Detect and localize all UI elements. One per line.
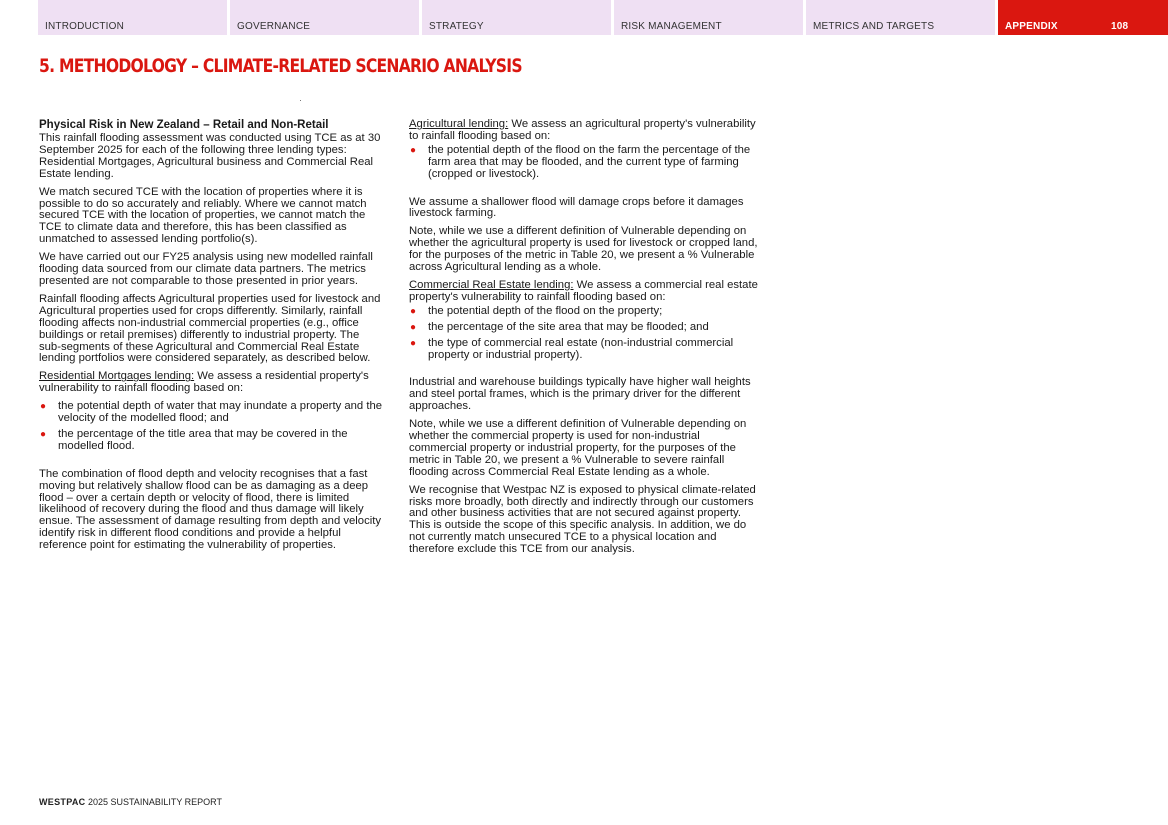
- bullet-icon: ●: [410, 305, 417, 317]
- commercial-intro: [409, 280, 759, 304]
- paragraph: Industrial and warehouse buildings typically have higher wall heights and steel portal frames, which is the primary driver for the different approaches.: [409, 376, 751, 413]
- tab-label: RISK MANAGEMENT: [621, 21, 722, 32]
- tab-appendix[interactable]: [998, 0, 1168, 35]
- bullet-icon: ●: [40, 401, 47, 413]
- list-item: ● the potential depth of the flood on the farm the percentage of the farm area that may be flooded, and the current type of farming (cropped or livestock).: [410, 143, 751, 180]
- paragraph: We match secured TCE with the location of properties where it is possible to do so accurately and reliably. Where we cannot match secured TCE with the location of properties, we cannot match the TCE to climate data and therefore, this has been classified as unmatched to assessed lending portfolio(s).: [39, 185, 367, 246]
- tab-label: METRICS AND TARGETS: [813, 21, 935, 32]
- commercial-label: Commercial Real Estate lending:: [409, 278, 574, 291]
- tab-label: STRATEGY: [429, 21, 484, 32]
- left-column: [39, 119, 384, 558]
- residential-bullets: [39, 401, 384, 453]
- paragraph: We have carried out our FY25 analysis using new modelled rainfall flooding data sourced from our climate data partners. The metrics presented are not comparable to those presented in prior years.: [39, 251, 373, 287]
- list-item: ● the percentage of the site area that may be flooded; and: [410, 320, 709, 333]
- tab-label: APPENDIX: [1005, 21, 1058, 32]
- tab-strategy[interactable]: [422, 0, 611, 35]
- section-heading: Physical Risk in New Zealand – Retail and Non-Retail: [39, 119, 329, 131]
- tab-metrics-and-targets[interactable]: [806, 0, 995, 35]
- residential-text: We assess a residential property's vulnerability to rainfall flooding based on:: [39, 370, 369, 395]
- bullet-icon: ●: [410, 321, 417, 333]
- tab-governance[interactable]: [230, 0, 419, 35]
- tab-label: GOVERNANCE: [237, 21, 311, 32]
- paragraph: This rainfall flooding assessment was conducted using TCE as at 30 September 2025 for each of the following three lending types: Residential Mortgages, Agricultural business and Commercial Real Estate lending.: [39, 132, 381, 180]
- tab-introduction[interactable]: [38, 0, 227, 35]
- section-nav: [0, 0, 1168, 35]
- residential-label: Residential Mortgages lending:: [39, 370, 195, 383]
- residential-intro: [39, 371, 384, 395]
- artifact-dot: [300, 100, 301, 101]
- paragraph: The combination of flood depth and velocity recognises that a fast moving but relatively shallow flood can be as damaging as a deep flood – over a certain depth or velocity of flood, there is limited likelihood of recovery during the flood and thus damage will likely ensue. The assessment of damage resulting from depth and velocity identify risk in different flood conditions and provide a helpful reference point for estimating the vulnerability of properties.: [39, 467, 382, 552]
- agricultural-text: We assess an agricultural property's vulnerability to rainfall flooding based on:: [409, 118, 756, 142]
- commercial-bullets: [409, 306, 759, 362]
- agricultural-label: Agricultural lending:: [409, 118, 509, 130]
- commercial-text: We assess a commercial real estate property's vulnerability to rainfall flooding based on:: [409, 278, 758, 303]
- bullet-icon: ●: [410, 144, 417, 156]
- list-item: ● the type of commercial real estate (non-industrial commercial property or industrial property).: [410, 336, 734, 361]
- list-item: ● the percentage of the title area that may be covered in the modelled flood.: [40, 427, 348, 452]
- paragraph: We recognise that Westpac NZ is exposed to physical climate-related risks more broadly, both directly and indirectly through our customers and other business activities that are not secured against property. This is outside the scope of this specific analysis. In addition, we do not currently match unsecured TCE to a physical location and therefore exclude this TCE from our analysis.: [409, 483, 756, 556]
- right-column: [409, 119, 759, 562]
- footer-brand: WESTPAC: [39, 797, 86, 807]
- paragraph: Note, while we use a different definition of Vulnerable depending on whether the commercial property is used for non-industrial commercial property or industrial property, for the purposes of the metric in Table 20, we present a % Vulnerable to severe rainfall flooding across Commercial Real Estate lending as a whole.: [409, 418, 747, 478]
- footer: [39, 797, 222, 807]
- paragraph: Note, while we use a different definition of Vulnerable depending on whether the agricultural property is used for livestock or cropped land, for the purposes of the metric in Table 20, we present a % Vulnerable across Agricultural lending as a whole.: [409, 225, 758, 274]
- agricultural-bullets: [409, 145, 759, 181]
- tab-label: INTRODUCTION: [45, 21, 125, 32]
- footer-report: 2025 SUSTAINABILITY REPORT: [87, 797, 223, 807]
- paragraph: Rainfall flooding affects Agricultural properties used for livestock and Agricultural properties used for crops differently. Similarly, rainfall flooding affects non-industrial commercial properties (e.g., office buildings or retail premises) differently to industrial property. The sub-segments of these Agricultural and Commercial Real Estate lending portfolios were considered separately, as described below.: [39, 292, 381, 365]
- agricultural-intro: [409, 119, 759, 143]
- list-item: ● the potential depth of the flood on the property;: [410, 304, 663, 317]
- bullet-icon: ●: [410, 337, 417, 349]
- list-item: ● the potential depth of water that may inundate a property and the velocity of the modelled flood; and: [40, 400, 383, 425]
- bullet-icon: ●: [40, 428, 47, 440]
- page-number: 108: [1111, 21, 1129, 32]
- page-title: 5. METHODOLOGY – CLIMATE-RELATED SCENARIO ANALYSIS: [39, 55, 522, 77]
- paragraph: We assume a shallower flood will damage crops before it damages livestock farming.: [409, 195, 744, 220]
- tab-risk-management[interactable]: [614, 0, 803, 35]
